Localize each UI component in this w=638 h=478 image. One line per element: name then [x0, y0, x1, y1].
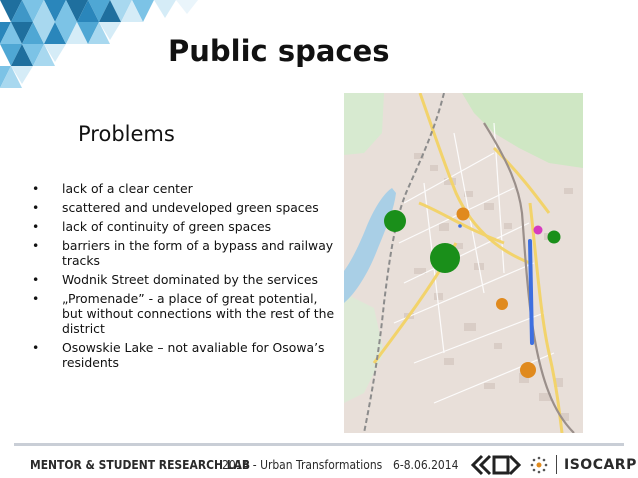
footer-theme: 2014 - Urban Transformations — [222, 457, 383, 472]
point-marker — [534, 226, 543, 235]
service-marker — [496, 298, 508, 310]
bullet-icon: • — [32, 219, 40, 234]
slide-title: Public spaces — [168, 34, 390, 68]
bullet-icon: • — [32, 238, 40, 253]
list-item — [30, 272, 340, 287]
footer-dates: 6-8.06.2014 — [393, 457, 459, 472]
list-item — [30, 200, 340, 215]
bullet-icon: • — [32, 272, 40, 287]
service-marker — [457, 208, 470, 221]
bullet-icon: • — [32, 291, 40, 306]
green-space-marker — [548, 231, 561, 244]
slide-subtitle: Problems — [78, 122, 175, 146]
chevron-logo-icon — [470, 454, 522, 476]
list-item-text: „Promenade” - a place of great potential, but without connections with the rest of the district — [62, 291, 335, 336]
list-item-text: lack of a clear center — [62, 181, 193, 196]
list-item-text: scattered and undeveloped green spaces — [62, 200, 319, 215]
footer-lab-name: MENTOR & STUDENT RESEARCH LAB — [30, 457, 251, 472]
bullet-icon: • — [32, 340, 40, 355]
list-item-text: barriers in the form of a bypass and railway tracks — [62, 238, 334, 268]
list-item-text: Osowskie Lake – not avaliable for Osowa’s residents — [62, 340, 325, 370]
list-item — [30, 219, 340, 234]
green-space-marker — [384, 210, 406, 232]
green-space-marker — [430, 243, 460, 273]
list-item-text: Wodnik Street dominated by the services — [62, 272, 318, 287]
isocarp-logo-icon — [528, 455, 550, 475]
service-marker — [520, 362, 536, 378]
district-map — [344, 93, 583, 433]
footer-separator — [556, 455, 557, 474]
footer-org-name: ISOCARP — [564, 457, 637, 473]
bullet-icon: • — [32, 200, 40, 215]
bullet-icon: • — [32, 181, 40, 196]
list-item — [30, 340, 340, 370]
list-item — [30, 181, 340, 196]
list-item-text: lack of continuity of green spaces — [62, 219, 272, 234]
problems-list — [30, 181, 340, 374]
list-item — [30, 238, 340, 268]
point-marker — [458, 224, 462, 228]
list-item — [30, 291, 340, 336]
promenade-line — [530, 241, 532, 343]
footer-divider — [14, 443, 624, 446]
